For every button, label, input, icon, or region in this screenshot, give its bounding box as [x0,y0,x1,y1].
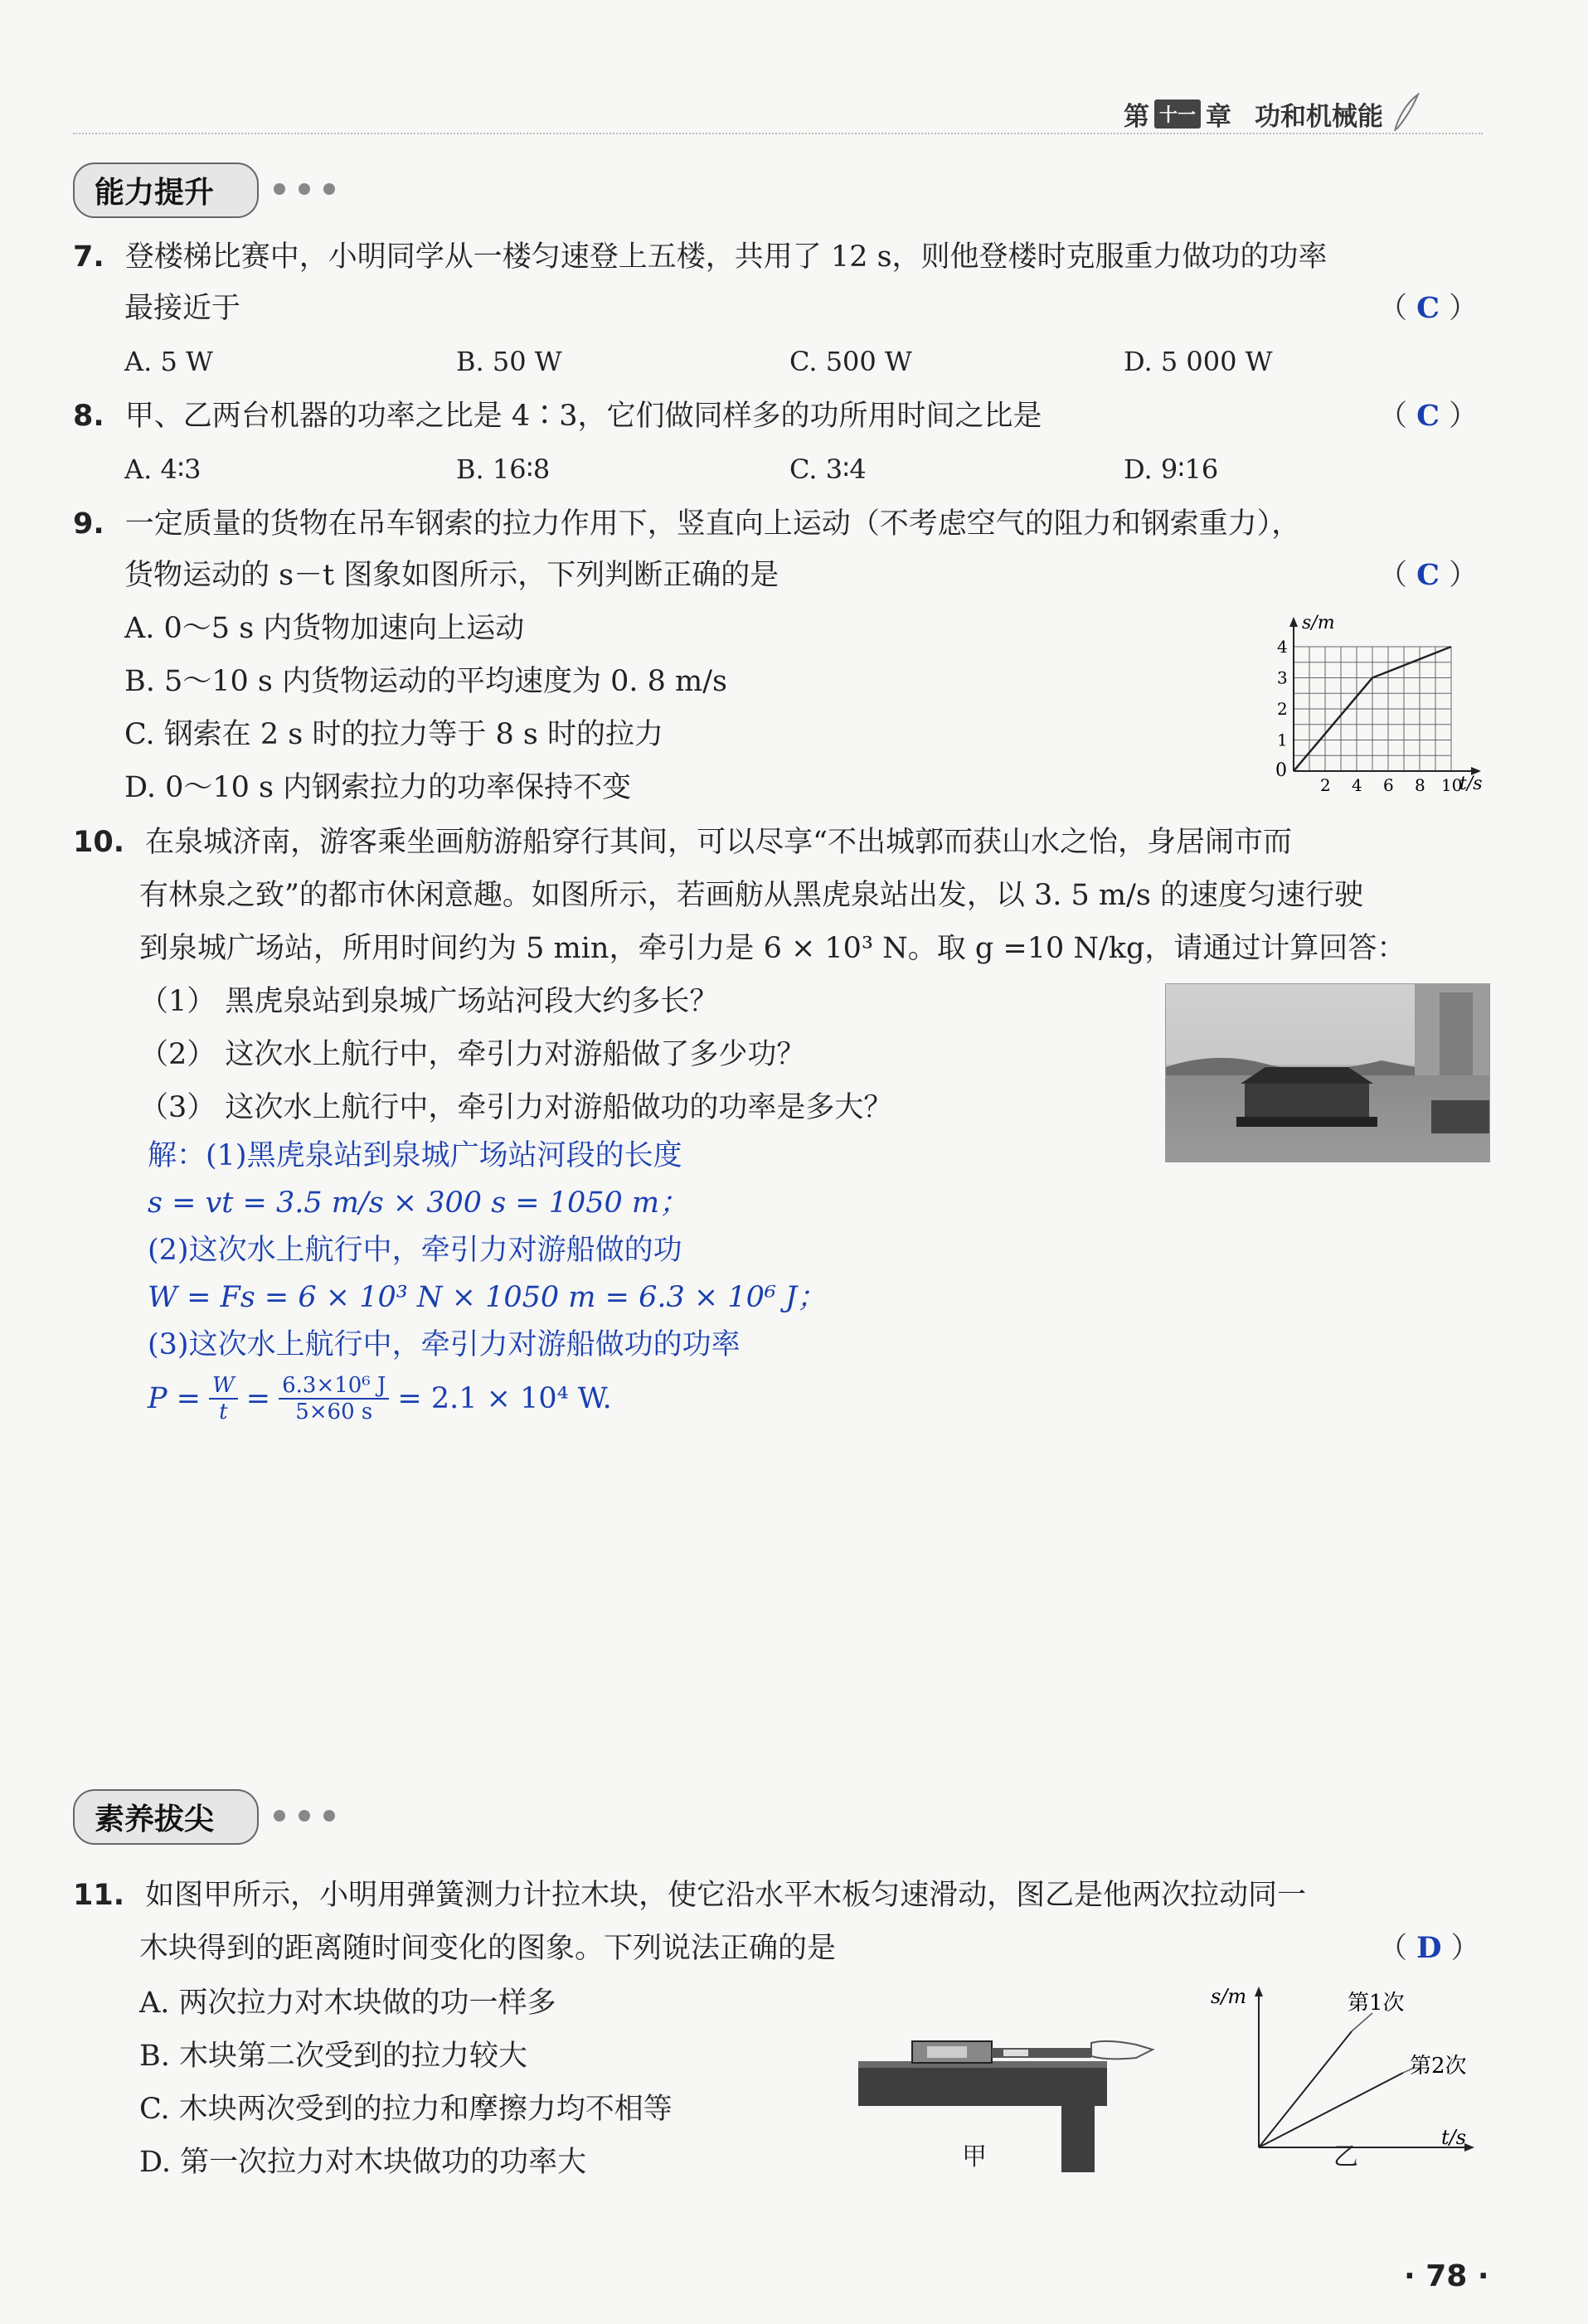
y-tick-label: 2 [1277,699,1288,719]
series-line-second [1259,2073,1403,2147]
answer-box: （ C ） [1378,291,1479,325]
header-divider [73,133,1483,134]
answer-box: （ D ） [1378,1931,1480,1965]
option-b: B. 50 W [456,346,562,377]
x-tick-label: 10 [1441,775,1463,795]
x-tick-label: 4 [1352,775,1362,795]
chapter-number: 十一 [1154,99,1201,129]
question-number: 8 [73,400,94,433]
y-axis-arrow [1255,1987,1263,1997]
y-axis-arrow [1289,617,1298,627]
sub-question-3: （3） 这次水上航行中，牵引力对游船做功的功率是多大？ [139,1091,893,1124]
question-10: 10. 在泉城济南，游客乘坐画舫游船穿行其间，可以尽享“不出城郭而获山水之怡，身居闹市而 [73,826,1293,859]
chapter-prefix: 第 [1124,101,1149,132]
question-text: 一定质量的货物在吊车钢索的拉力作用下，竖直向上运动（不考虑空气的阻力和钢索重力）， [124,507,1301,541]
question-11: 11. 如图甲所示，小明用弹簧测力计拉木块，使它沿水平木板匀速滑动，图乙是他两次拉动同一 [73,1879,1307,1912]
decorative-dots [274,182,348,198]
fraction-w-over-t [209,1373,238,1424]
figure-b-label: 乙 [1333,2142,1358,2171]
series-line-first [1259,2031,1352,2147]
answer: C [1416,558,1440,592]
section-badge-excellence [73,1789,348,1845]
option-d: D. 第一次拉力对木块做功的功率大 [139,2146,587,2179]
question-text: 在泉城济南，游客乘坐画舫游船穿行其间，可以尽享“不出城郭而获山水之怡，身居闹市而 [145,826,1293,859]
sub-question-2: （2） 这次水上航行中，牵引力对游船做了多少功？ [139,1038,806,1071]
solution-line-6 [148,1373,612,1424]
quill-icon [1388,93,1421,134]
answer: C [1416,399,1440,433]
fraction-numerator: W [209,1373,238,1400]
question-number: 9 [73,507,94,541]
question-10-line2: 有林泉之致”的都市休闲意趣。如图所示，若画舫从黑虎泉站出发，以 3. 5 m/s 的速度匀速行驶 [139,879,1364,912]
chapter-header [1124,93,1421,134]
question-11-line2: 木块得到的距离随时间变化的图象。下列说法正确的是 [139,1932,837,1965]
option-a: A. 4∶3 [124,454,202,485]
question-text: 如图甲所示，小明用弹簧测力计拉木块，使它沿水平木板匀速滑动，图乙是他两次拉动同一 [145,1879,1307,1912]
chapter-title: 功和机械能 [1255,101,1384,132]
st-graph [1244,605,1493,804]
chart-grid [1294,647,1451,771]
option-b: B. 5～10 s 内货物运动的平均速度为 0. 8 m/s [124,665,727,698]
fraction-numerator: 6.3×10⁶ J [279,1373,389,1400]
solution-line-2: s = vt = 3.5 m/s × 300 s = 1050 m； [148,1186,689,1220]
section-title: 素养拔尖 [73,1789,259,1845]
power-result: = 2.1 × 10⁴ W. [397,1381,612,1415]
answer-box: （ C ） [1378,399,1479,433]
boat-photo [1165,983,1490,1162]
option-c: C. 木块两次受到的拉力和摩擦力均不相等 [139,2093,673,2126]
option-b: B. 16∶8 [456,454,551,485]
solution-line-4: W = Fs = 6 × 10³ N × 1050 m = 6.3 × 10⁶ J； [148,1281,827,1314]
question-number: 11 [73,1879,114,1912]
question-8: 8. 甲、乙两台机器的功率之比是 4∶3，它们做同样多的功所用时间之比是 [73,400,1042,433]
section-badge-ability [73,163,348,218]
question-number: 10 [73,826,114,859]
chart-ylabel: s/m [1302,613,1335,633]
y-tick-label: 4 [1277,637,1288,657]
x-tick-label: 6 [1383,775,1394,795]
section-title: 能力提升 [73,163,259,218]
option-d: D. 9∶16 [1124,454,1219,485]
chart-xlabel: t/s [1459,774,1483,794]
chapter-suffix: 章 [1206,101,1232,132]
power-symbol: P = [148,1381,202,1415]
answer-box: （ C ） [1378,558,1479,592]
fraction-denominator: 5×60 s [295,1400,373,1424]
option-c: C. 3∶4 [789,454,867,485]
question-number: 7 [73,240,94,274]
answer: C [1416,291,1440,325]
equals-sign: = [245,1381,271,1415]
option-a: A. 0～5 s 内货物加速向上运动 [124,612,525,645]
chart-axes [1289,617,1481,775]
y-tick-label: 1 [1277,730,1288,750]
decorative-dots [274,1809,348,1825]
option-d: D. 5 000 W [1124,346,1273,377]
solution-line-5: (3)这次水上航行中，牵引力对游船做功的功率 [148,1328,741,1361]
x-tick-label: 2 [1320,775,1331,795]
answer: D [1416,1931,1442,1965]
option-a: A. 两次拉力对木块做的功一样多 [139,1987,556,2020]
figure-a-apparatus [854,2015,1169,2181]
question-text: 甲、乙两台机器的功率之比是 4∶3，它们做同样多的功所用时间之比是 [124,400,1042,433]
legend-second: 第2次 [1410,2054,1467,2079]
option-b: B. 木块第二次受到的拉力较大 [139,2040,527,2073]
fraction-denominator: t [219,1400,228,1424]
y-tick-label: 3 [1277,667,1288,688]
sub-question-1: （1） 黑虎泉站到泉城广场站河段大约多长？ [139,985,719,1018]
option-c: C. 钢索在 2 s 时的拉力等于 8 s 时的拉力 [124,718,663,751]
question-7-line2: 最接近于 [124,292,241,325]
chart-origin-label: 0 [1275,760,1287,781]
solution-line-1: 解：(1)黑虎泉站到泉城广场站河段的长度 [148,1139,682,1172]
solution-line-3: (2)这次水上航行中，牵引力对游船做的功 [148,1234,682,1267]
question-7: 7. 登楼梯比赛中，小明同学从一楼匀速登上五楼，共用了 12 s，则他登楼时克服重力做功的功率 [73,240,1328,274]
figure-a-label: 甲 [962,2142,987,2171]
x-tick-label: 8 [1415,775,1425,795]
option-a: A. 5 W [124,346,213,377]
fraction-values [279,1373,389,1424]
fig-b-ylabel: s/m [1211,1985,1247,2008]
question-text: 登楼梯比赛中，小明同学从一楼匀速登上五楼，共用了 12 s，则他登楼时克服重力做功的功率 [124,240,1328,274]
option-d: D. 0～10 s 内钢索拉力的功率保持不变 [124,771,632,804]
question-10-line3: 到泉城广场站，所用时间约为 5 min，牵引力是 6 × 10³ N。取 g =10 N/kg，请通过计算回答： [139,932,1406,965]
question-9: 9. 一定质量的货物在吊车钢索的拉力作用下，竖直向上运动（不考虑空气的阻力和钢索重力）， [73,507,1301,541]
question-9-line2: 货物运动的 s－t 图象如图所示，下列判断正确的是 [124,559,779,592]
fig-b-xlabel: t/s [1441,2126,1467,2149]
page-number: · 78 · [1404,2259,1489,2293]
option-c: C. 500 W [789,346,912,377]
legend-first: 第1次 [1348,1991,1405,2016]
